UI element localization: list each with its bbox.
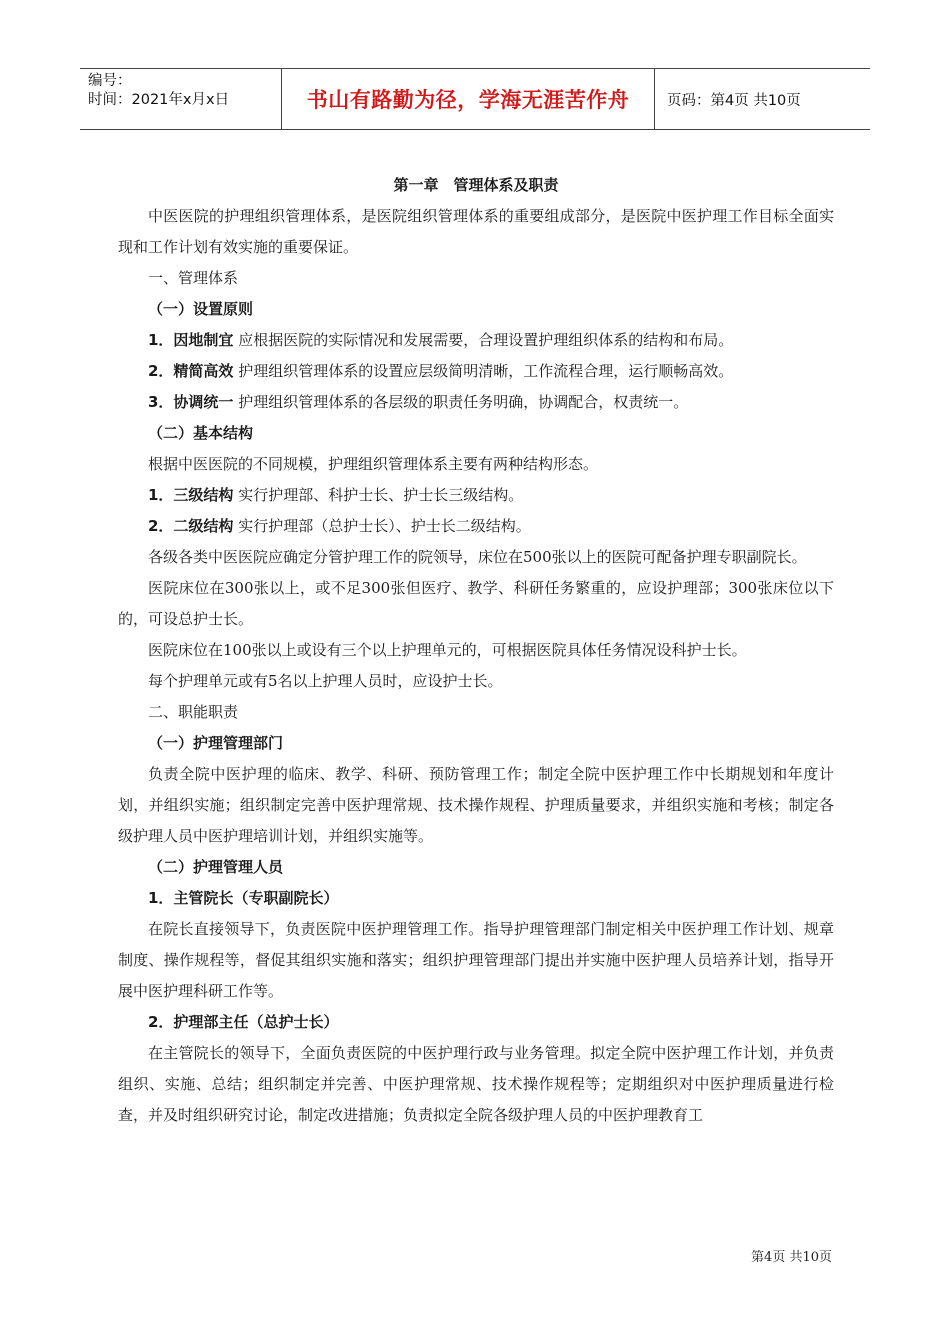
structure-intro: 根据中医医院的不同规模，护理组织管理体系主要有两种结构形态。 [148, 455, 599, 473]
section-2-title: 二、职能职责 [148, 703, 239, 721]
principle-1-text: 应根据医院的实际情况和发展需要，合理设置护理组织体系的结构和布局。 [233, 331, 734, 349]
principle-1-term: 1．因地制宜 [148, 331, 234, 349]
principle-2-term: 2．精简高效 [148, 362, 234, 380]
structure-2-term: 2．二级结构 [148, 517, 234, 535]
section-1-2-title: （二）基本结构 [148, 424, 254, 442]
page-header [80, 68, 870, 130]
paragraph-d: 每个护理单元或有5名以上护理人员时，应设护士长。 [148, 672, 503, 690]
principle-3 [118, 387, 834, 418]
role-2-paragraph: 在主管院长的领导下，全面负责医院的中医护理行政与业务管理。拟定全院中医护理工作计划，并负责组织、实施、总结；组织制定并完善、中医护理常规、技术操作规程等；定期组织对中医护理质量进行检查，并及时组织研究讨论，制定改进措施；负责拟定全院各级护理人员的中医护理教育工 [118, 1044, 834, 1124]
document-body [118, 170, 834, 1131]
header-meta [80, 69, 281, 129]
section-2-1-title: （一）护理管理部门 [148, 734, 284, 752]
chapter-title: 第一章 管理体系及职责 [393, 176, 559, 194]
principle-2 [118, 356, 834, 387]
principle-3-term: 3．协调统一 [148, 393, 234, 411]
role-1-title: 1．主管院长（专职副院长） [148, 889, 339, 907]
structure-2-text: 实行护理部（总护士长）、护士长二级结构。 [233, 517, 531, 535]
header-motto: 书山有路勤为径，学海无涯苦作舟 [306, 88, 630, 112]
department-paragraph: 负责全院中医护理的临床、教学、科研、预防管理工作；制定全院中医护理工作中长期规划和年度计划，并组织实施；组织制定完善中医护理常规、技术操作规程、护理质量要求，并组织实施和考核；制定各级护理人员中医护理培训计划，并组织实施等。 [118, 765, 834, 845]
header-page-number: 页码：第4页 共10页 [667, 92, 801, 109]
header-number: 编号： [88, 73, 132, 89]
principle-1 [118, 325, 834, 356]
paragraph-b: 医院床位在300张以上，或不足300张但医疗、教学、科研任务繁重的，应设护理部；300张床位以下的，可设总护士长。 [118, 579, 834, 628]
principle-2-text: 护理组织管理体系的设置应层级简明清晰，工作流程合理，运行顺畅高效。 [233, 362, 734, 380]
role-2-title: 2．护理部主任（总护士长） [148, 1013, 339, 1031]
page-footer: 第4页 共10页 [751, 1250, 832, 1265]
intro-paragraph: 中医医院的护理组织管理体系，是医院组织管理体系的重要组成部分，是医院中医护理工作目标全面实现和工作计划有效实施的重要保证。 [118, 207, 834, 256]
role-1-paragraph: 在院长直接领导下，负责医院中医护理管理工作。指导护理管理部门制定相关中医护理工作计划、规章制度、操作规程等，督促其组织实施和落实；组织护理管理部门提出并实施中医护理人员培养计划，指导开展中医护理科研工作等。 [118, 920, 834, 1000]
header-page-cell [655, 69, 870, 129]
section-1-1-title: （一）设置原则 [148, 300, 254, 318]
header-time: 时间：2021年x月x日 [88, 92, 230, 108]
structure-1-term: 1．三级结构 [148, 486, 234, 504]
structure-1-text: 实行护理部、科护士长、护士长三级结构。 [233, 486, 524, 504]
section-2-2-title: （二）护理管理人员 [148, 858, 284, 876]
section-1-title: 一、管理体系 [148, 269, 239, 287]
structure-2 [118, 511, 834, 542]
paragraph-c: 医院床位在100张以上或设有三个以上护理单元的，可根据医院具体任务情况设科护士长。 [148, 641, 747, 659]
principle-3-text: 护理组织管理体系的各层级的职责任务明确，协调配合，权责统一。 [233, 393, 689, 411]
paragraph-a: 各级各类中医医院应确定分管护理工作的院领导，床位在500张以上的医院可配备护理专职副院长。 [148, 548, 807, 566]
header-motto-cell [281, 69, 655, 129]
structure-1 [118, 480, 834, 511]
